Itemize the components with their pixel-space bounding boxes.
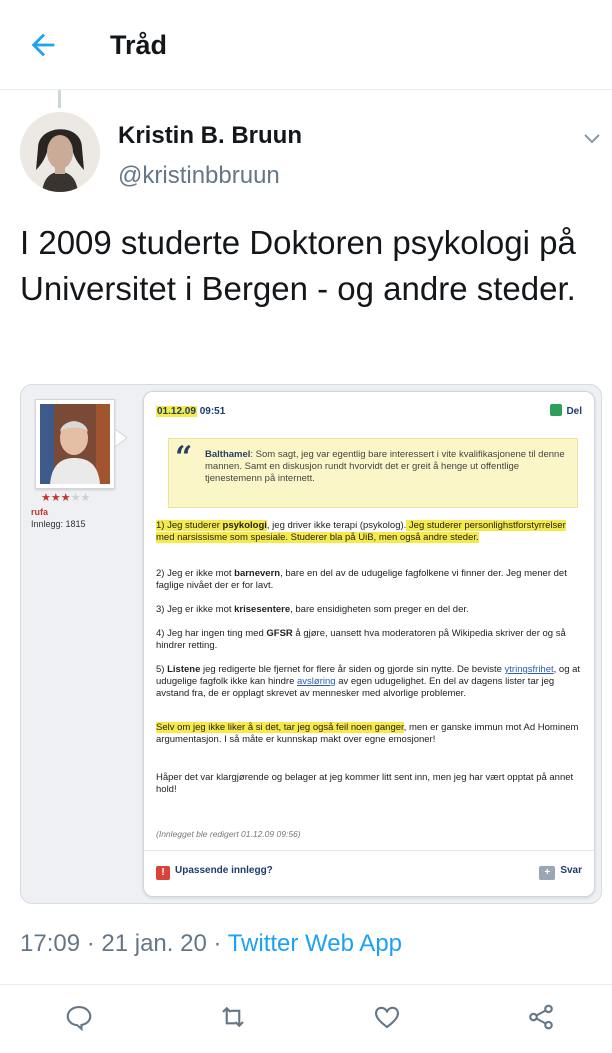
divider [0, 984, 612, 985]
link-ytringsfrihet[interactable]: ytringsfrihet [504, 664, 554, 675]
top-bar [0, 0, 612, 90]
report-button[interactable]: ! Upassende innlegg? [156, 865, 273, 880]
author-handle[interactable]: @kristinbbruun [118, 162, 280, 189]
action-bar [0, 996, 612, 1040]
bubble-pointer [115, 429, 127, 447]
page-title: Tråd [110, 30, 168, 60]
quote-icon: “ [175, 440, 193, 475]
link-avsloring[interactable]: avsløring [297, 676, 336, 687]
heart-icon[interactable] [372, 1002, 402, 1032]
tweet-image[interactable] [20, 384, 602, 904]
share-icon[interactable] [526, 1002, 556, 1032]
tweet-timestamp: 17:09 · 21 jan. 20 · [20, 930, 228, 957]
edited-note: (Innlegget ble redigert 01.12.09 09:56) [156, 829, 301, 839]
post-footer [144, 850, 594, 896]
chevron-down-icon[interactable] [580, 126, 604, 150]
warning-icon: ! [156, 866, 170, 880]
avatar[interactable] [20, 112, 100, 192]
poster-post-count: Innlegg: 1815 [31, 519, 86, 529]
author-name[interactable]: Kristin B. Bruun [118, 122, 302, 149]
post-paragraph-2: 2) Jeg er ikke mot barnevern, bare en del av de udugelige fagfolkene vi finner der. Jeg mener det faglige nivået der er for lavt. [156, 568, 567, 591]
arrow-left-icon[interactable] [26, 28, 60, 62]
plus-icon: + [539, 866, 555, 880]
share-icon [550, 404, 562, 416]
thread-connector [58, 90, 61, 108]
post-paragraph-1: 1) Jeg studerer psykologi, jeg driver ikke terapi (psykolog). Jeg studerer personlighstforstyrrelser med narsissisme som spesiale. Studerer bla på UiB, men også andre steder. [156, 520, 566, 543]
post-paragraph-3: 3) Jeg er ikke mot krisesentere, bare ensidigheten som preger en del der. [156, 604, 469, 615]
post-paragraph-4: 4) Jeg har ingen ting med GFSR å gjøre, uansett hva moderatoren på Wikipedia skriver der og så hindrer retting. [156, 628, 566, 651]
retweet-icon[interactable] [218, 1002, 248, 1032]
reply-icon[interactable] [64, 1002, 94, 1032]
poster-rating: ★★★★★ [41, 492, 91, 504]
quote-block: “ Balthamel: Som sagt, jeg var egentlig bare interessert i vite kvalifikasjonene til denne mannen. Samt en diskusjon rundt hvorvidt det er greit å henge ut offentlige tjenestemenn på internett. [168, 438, 578, 508]
tweet-client-link[interactable]: Twitter Web App [227, 930, 403, 957]
forum-post [143, 391, 595, 897]
share-button[interactable]: Del [550, 404, 582, 418]
tweet-meta [20, 930, 402, 958]
post-paragraph-5: 5) Listene jeg redigerte ble fjernet for flere år siden og gjorde sin nytte. De beviste ytringsfrihet, og at udugelige fagfolk ikke kan hindre avsløring av egen udugelighet. En del av dagens lister tar jeg avstand fra, de er opplagt skrevet av mennesker med alvorlige problemer. [156, 664, 581, 699]
poster-name[interactable]: rufa [31, 507, 49, 517]
tweet-text: I 2009 studerte Doktoren psykologi på Universitet i Bergen - og andre steder. [20, 224, 576, 307]
post-paragraph-6: Selv om jeg ikke liker å si det, tar jeg også feil noen ganger, men er ganske immun mot Ad Hominem argumentasjon. I så måte er kunnskap makt over egne emosjoner! [156, 722, 579, 745]
post-datetime: 01.12.09 09:51 [157, 406, 226, 417]
reply-post-button[interactable]: + Svar [539, 865, 582, 880]
post-paragraph-7: Håper det var klargjørende og belager at jeg kommer litt sent inn, men jeg har vært opptat på annet hold! [156, 772, 574, 795]
poster-photo [35, 399, 115, 489]
